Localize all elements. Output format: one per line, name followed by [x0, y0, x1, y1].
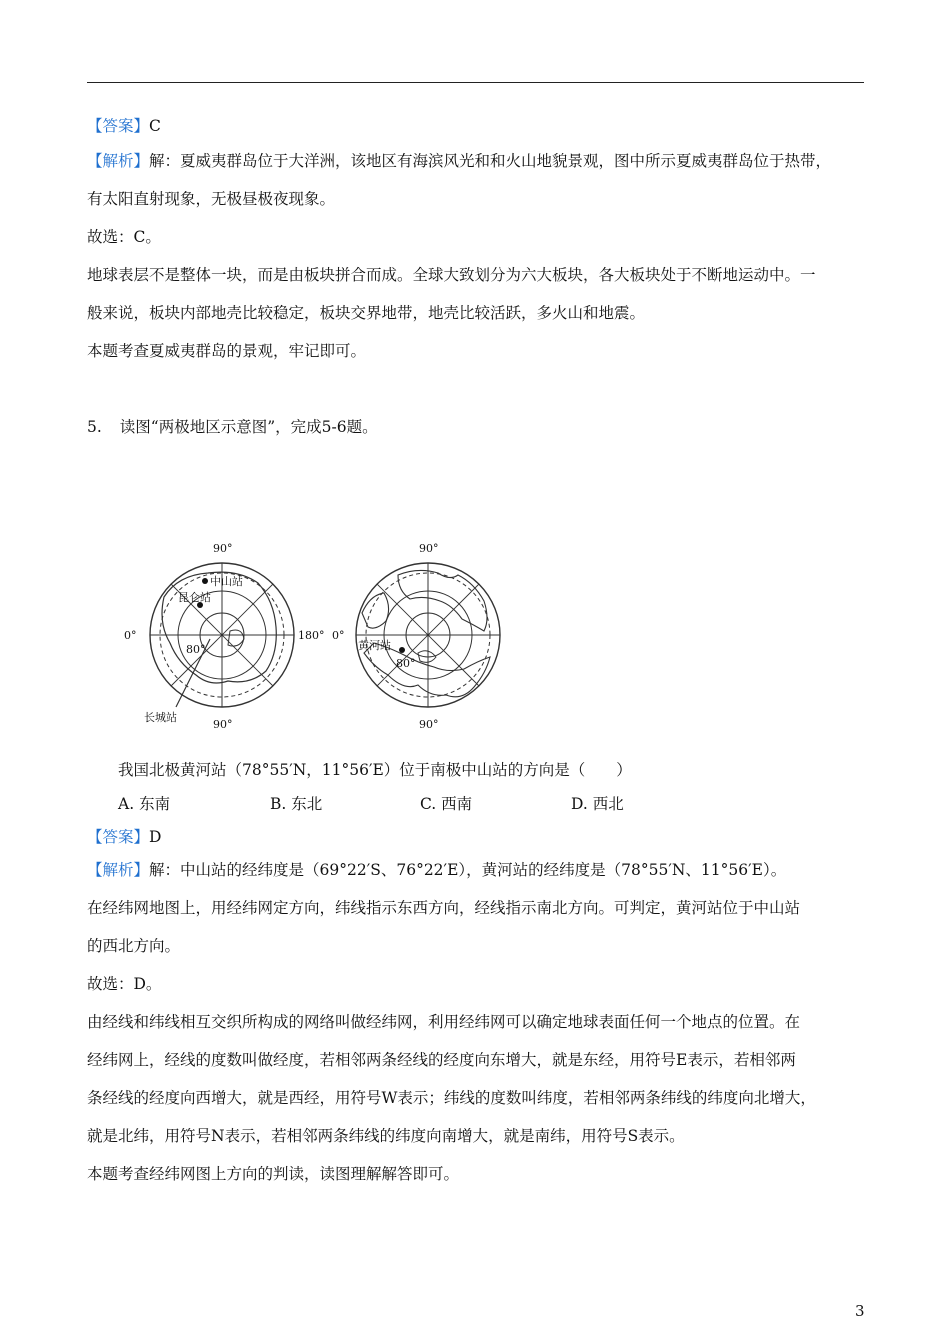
- analysis-text-2-cont1: 在经纬网地图上，用经纬网定方向，纬线指示东西方向，经线指示南北方向。可判定，黄河站位于中山站: [87, 899, 801, 917]
- question-number: 5.: [87, 418, 102, 436]
- option-b: [270, 794, 322, 814]
- analysis-tag-2: 【解析】: [87, 861, 150, 879]
- answer-tag-2: 【答案】: [87, 828, 150, 846]
- option-a: [118, 794, 170, 814]
- note2-line-3: 条经线的经度向西增大，就是西经，用符号W表示；纬线的度数叫纬度，若相邻两条纬线的纬度向北增大，: [87, 1089, 816, 1107]
- analysis-text-cont: 有太阳直射现象，无极昼极夜现象。: [87, 190, 336, 208]
- summary-line: 本题考查夏威夷群岛的景观，牢记即可。: [87, 342, 367, 360]
- left-top-label: 90°: [213, 542, 233, 555]
- note2-line-4: 就是北纬，用符号N表示，若相邻两条纬线的纬度向南增大，就是南纬，用符号S表示。: [87, 1127, 685, 1145]
- option-a-letter: A.: [118, 795, 135, 813]
- right-top-label: 90°: [419, 542, 439, 555]
- zhongshan-dot: [202, 578, 208, 584]
- answer-value: C: [149, 117, 161, 135]
- choose-line: 故选：C。: [87, 228, 161, 246]
- huanghe-label: 黄河站: [358, 639, 391, 652]
- analysis-text: 解：夏威夷群岛位于大洋洲，该地区有海滨风光和和火山地貌景观，图中所示夏威夷群岛位于热带，: [149, 152, 832, 170]
- huanghe-dot: [399, 647, 405, 653]
- arctic-map: [356, 563, 500, 707]
- note2-line-1: 由经线和纬线相互交织所构成的网络叫做经纬网，利用经纬网可以确定地球表面任何一个地点的位置。在: [87, 1013, 801, 1031]
- answer-value-2: D: [149, 828, 162, 846]
- left-left-label: 0°: [124, 629, 137, 642]
- note-line-2: 般来说，板块内部地壳比较稳定，板块交界地带，地壳比较活跃，多火山和地震。: [87, 304, 646, 322]
- question-5-stem: [87, 417, 378, 437]
- option-d: [571, 794, 624, 814]
- answer-line-2: [87, 827, 161, 847]
- kunlun-label: 昆仑站: [178, 591, 211, 604]
- analysis-text-2-cont2: 的西北方向。: [87, 937, 181, 955]
- left-right-label: 180°: [298, 629, 325, 642]
- analysis-tag: 【解析】: [87, 152, 150, 170]
- page-number: 3: [855, 1302, 865, 1320]
- right-left-label: 0°: [332, 629, 345, 642]
- analysis-line-2: [87, 860, 786, 880]
- note-line-1: 地球表层不是整体一块，而是由板块拼合而成。全球大致划分为六大板块，各大板块处于不断地运动中。一: [87, 266, 816, 284]
- answer-line-1: [87, 116, 161, 136]
- choose-line-2: 故选：D。: [87, 975, 162, 993]
- option-c: [420, 794, 472, 814]
- summary-line-2: 本题考查经纬网图上方向的判读，读图理解解答即可。: [87, 1165, 460, 1183]
- question-stem: 读图“两极地区示意图”，完成5-6题。: [119, 418, 378, 436]
- header-rule: [87, 82, 864, 83]
- analysis-text-2: 解：中山站的经纬度是（69°22′S、76°22′E），黄河站的经纬度是（78°55′N、11°56′E）。: [149, 861, 787, 879]
- right-bottom-label: 90°: [419, 718, 439, 731]
- zhongshan-label: 中山站: [210, 575, 243, 588]
- option-b-letter: B.: [270, 795, 287, 813]
- antarctica-coastline: [162, 572, 276, 683]
- note2-line-2: 经纬网上，经线的度数叫做经度，若相邻两条经线的经度向东增大，就是东经，用符号E表示，若相邻两: [87, 1051, 796, 1069]
- option-d-letter: D.: [571, 795, 588, 813]
- option-c-letter: C.: [420, 795, 437, 813]
- changcheng-label: 长城站: [144, 711, 177, 724]
- left-bottom-label: 90°: [213, 718, 233, 731]
- option-b-text: 东北: [291, 795, 323, 813]
- option-a-text: 东南: [139, 795, 171, 813]
- answer-tag: 【答案】: [87, 117, 150, 135]
- right-inner-label: 80°: [396, 657, 416, 670]
- subquestion-stem: 我国北极黄河站（78°55′N，11°56′E）位于南极中山站的方向是（ ）: [118, 761, 632, 779]
- polar-maps-svg: [118, 535, 518, 735]
- polar-maps-figure: [118, 535, 518, 735]
- option-d-text: 西北: [592, 795, 624, 813]
- analysis-line-1: [87, 151, 831, 171]
- left-inner-label: 80°: [186, 643, 206, 656]
- option-c-text: 西南: [441, 795, 473, 813]
